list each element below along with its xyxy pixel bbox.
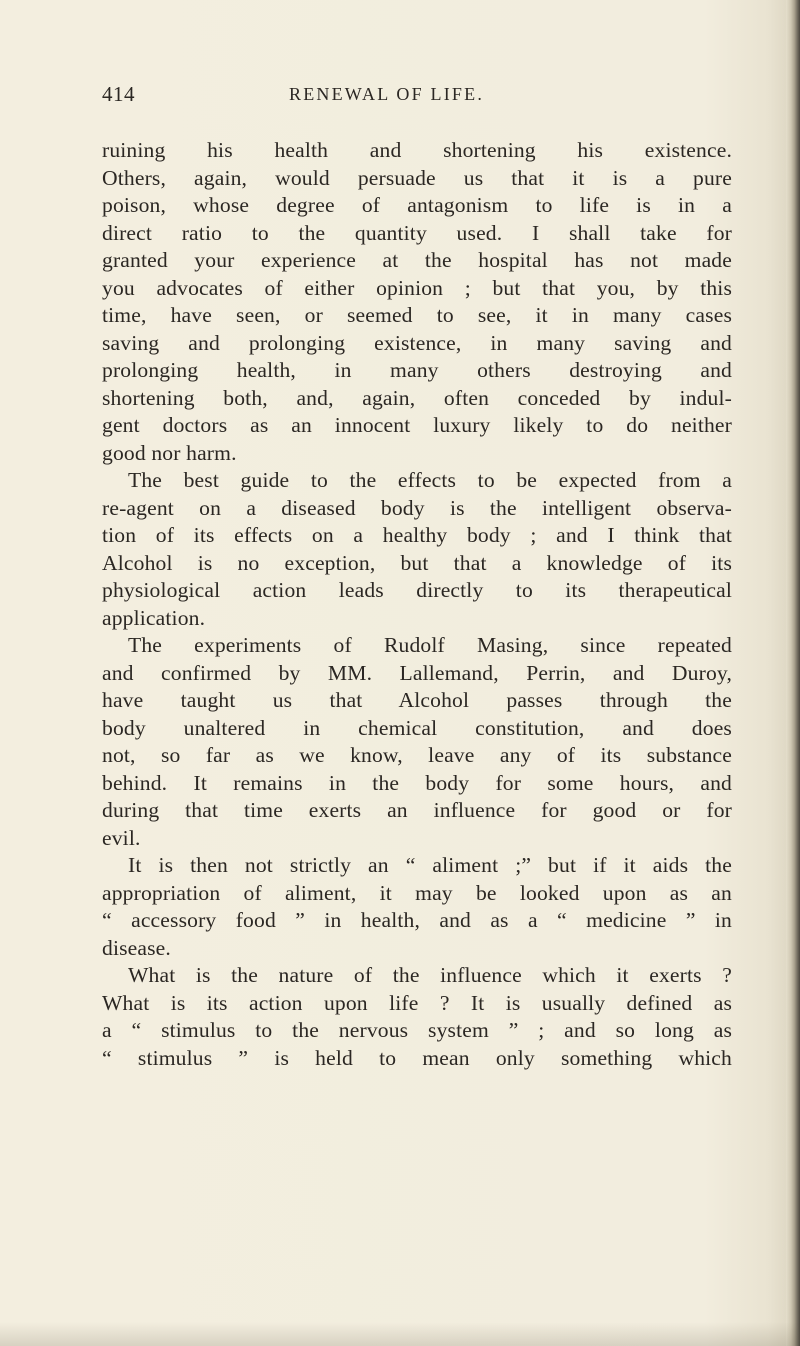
text-line: body unaltered in chemical constitution, and does bbox=[102, 715, 732, 740]
text-line: re-agent on a diseased body is the intelligent observa- bbox=[102, 495, 732, 520]
text-line: What is the nature of the influence which it exerts ? bbox=[128, 963, 732, 987]
text-line: Others, again, would persuade us that it is a pure bbox=[102, 165, 732, 190]
text-line: It is then not strictly an “ aliment ;” but if it aids the bbox=[128, 853, 732, 877]
page-bottom-shadow bbox=[0, 1322, 800, 1346]
page-number: 414 bbox=[102, 82, 135, 106]
text-line: What is its action upon life ? It is usually defined as bbox=[102, 990, 732, 1015]
text-line: Alcohol is no exception, but that a knowledge of its bbox=[102, 550, 732, 575]
running-head: RENEWAL OF LIFE. bbox=[289, 84, 485, 104]
text-line: direct ratio to the quantity used. I shall take for bbox=[102, 220, 732, 245]
body-text bbox=[102, 137, 732, 1072]
text-line: appropriation of aliment, it may be looked upon as an bbox=[102, 880, 732, 905]
text-line: saving and prolonging existence, in many saving and bbox=[102, 330, 732, 355]
text-line: not, so far as we know, leave any of its substance bbox=[102, 743, 732, 767]
page-header bbox=[102, 82, 732, 114]
text-line: prolonging health, in many others destroying and bbox=[102, 358, 732, 382]
text-line: ruining his health and shortening his existence. bbox=[102, 138, 732, 162]
text-line: “ stimulus ” is held to mean only something which bbox=[102, 1045, 732, 1070]
text-line: application. bbox=[102, 605, 206, 630]
text-line: physiological action leads directly to its therapeutical bbox=[102, 578, 732, 602]
text-line: have taught us that Alcohol passes through the bbox=[102, 688, 732, 712]
text-line: behind. It remains in the body for some hours, and bbox=[102, 770, 732, 795]
page-edge-shadow bbox=[786, 0, 800, 1346]
text-line: poison, whose degree of antagonism to life is in a bbox=[102, 193, 732, 217]
text-line: a “ stimulus to the nervous system ” ; and so long as bbox=[102, 1018, 732, 1042]
text-line: “ accessory food ” in health, and as a “ medicine ” in bbox=[102, 908, 732, 932]
text-line: evil. bbox=[102, 825, 141, 850]
text-line: you advocates of either opinion ; but that you, by this bbox=[102, 275, 732, 300]
text-line: The experiments of Rudolf Masing, since repeated bbox=[128, 633, 732, 657]
text-line: disease. bbox=[102, 935, 171, 960]
text-line: during that time exerts an influence for good or for bbox=[102, 798, 732, 822]
text-line: tion of its effects on a healthy body ; and I think that bbox=[102, 523, 732, 547]
text-line: shortening both, and, again, often conceded by indul- bbox=[102, 385, 732, 410]
text-line: and confirmed by MM. Lallemand, Perrin, and Duroy, bbox=[102, 660, 732, 685]
text-line: good nor harm. bbox=[102, 440, 237, 465]
text-line: gent doctors as an innocent luxury likely to do neither bbox=[102, 413, 732, 437]
text-line: granted your experience at the hospital has not made bbox=[102, 248, 732, 272]
text-line: time, have seen, or seemed to see, it in many cases bbox=[102, 303, 732, 327]
text-line: The best guide to the effects to be expected from a bbox=[128, 468, 732, 492]
